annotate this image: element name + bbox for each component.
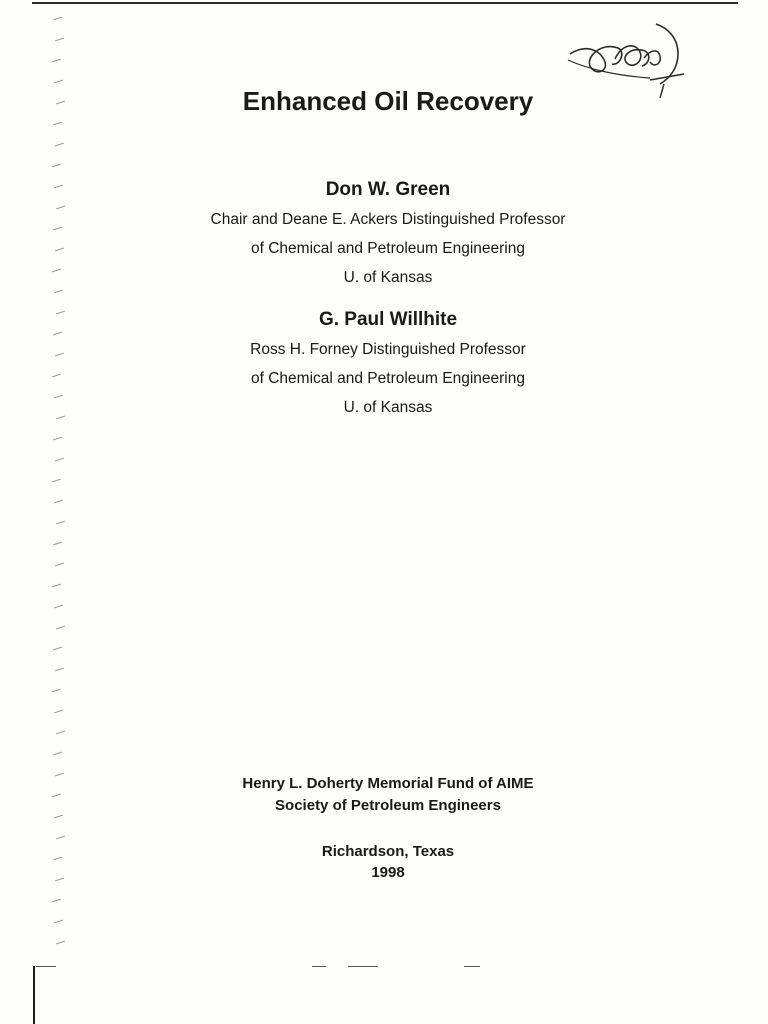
- margin-mark: [55, 458, 64, 462]
- author-name-1: Don W. Green: [325, 179, 451, 200]
- publication-place: Richardson, Texas: [321, 843, 455, 860]
- bottom-left-border-line: [33, 966, 35, 1024]
- author-2-affiliation-line-3: U. of Kansas: [343, 399, 433, 416]
- margin-mark: [55, 143, 64, 147]
- margin-mark: [55, 668, 64, 672]
- margin-mark: [56, 521, 65, 525]
- author-1-affiliation-line-2: of Chemical and Petroleum Engineering: [251, 240, 525, 257]
- margin-mark: [52, 689, 61, 693]
- margin-mark: [53, 332, 62, 336]
- margin-mark: [53, 542, 62, 546]
- margin-mark: [56, 836, 65, 840]
- margin-mark: [54, 395, 63, 399]
- top-border-line: [32, 2, 738, 4]
- margin-mark: [52, 479, 61, 483]
- margin-mark: [56, 626, 65, 630]
- margin-mark: [52, 59, 61, 63]
- margin-mark: [56, 941, 65, 945]
- author-1-affiliation-line-1: Chair and Deane E. Ackers Distinguished Professor: [210, 211, 566, 228]
- margin-mark: [54, 605, 63, 609]
- margin-mark: [55, 563, 64, 567]
- margin-mark: [54, 290, 63, 294]
- publication-year: 1998: [371, 864, 405, 881]
- bottom-scan-dash: [348, 966, 378, 967]
- margin-mark: [53, 647, 62, 651]
- publisher-line-2: Society of Petroleum Engineers: [275, 797, 501, 814]
- bottom-scan-dash: [36, 966, 56, 967]
- margin-mark: [53, 17, 62, 21]
- author-2-affiliation-line-2: of Chemical and Petroleum Engineering: [251, 370, 525, 387]
- margin-mark: [54, 500, 63, 504]
- margin-mark: [54, 80, 63, 84]
- margin-mark: [54, 920, 63, 924]
- margin-mark: [52, 164, 61, 168]
- left-margin-binding-marks: [40, 10, 70, 960]
- margin-mark: [54, 815, 63, 819]
- margin-mark: [53, 437, 62, 441]
- author-2-affiliation-line-1: Ross H. Forney Distinguished Professor: [250, 341, 526, 358]
- margin-mark: [53, 122, 62, 126]
- margin-mark: [52, 584, 61, 588]
- author-1-affiliation-line-3: U. of Kansas: [343, 269, 433, 286]
- publisher-line-1: Henry L. Doherty Memorial Fund of AIME: [242, 775, 534, 792]
- bottom-scan-dash: [464, 966, 480, 967]
- margin-mark: [55, 38, 64, 42]
- margin-mark: [53, 752, 62, 756]
- bottom-scan-dash: [312, 966, 326, 967]
- margin-mark: [56, 206, 65, 210]
- author-name-2: G. Paul Willhite: [318, 309, 458, 330]
- book-title: Enhanced Oil Recovery: [242, 86, 534, 116]
- margin-mark: [54, 710, 63, 714]
- margin-mark: [52, 899, 61, 903]
- margin-mark: [56, 731, 65, 735]
